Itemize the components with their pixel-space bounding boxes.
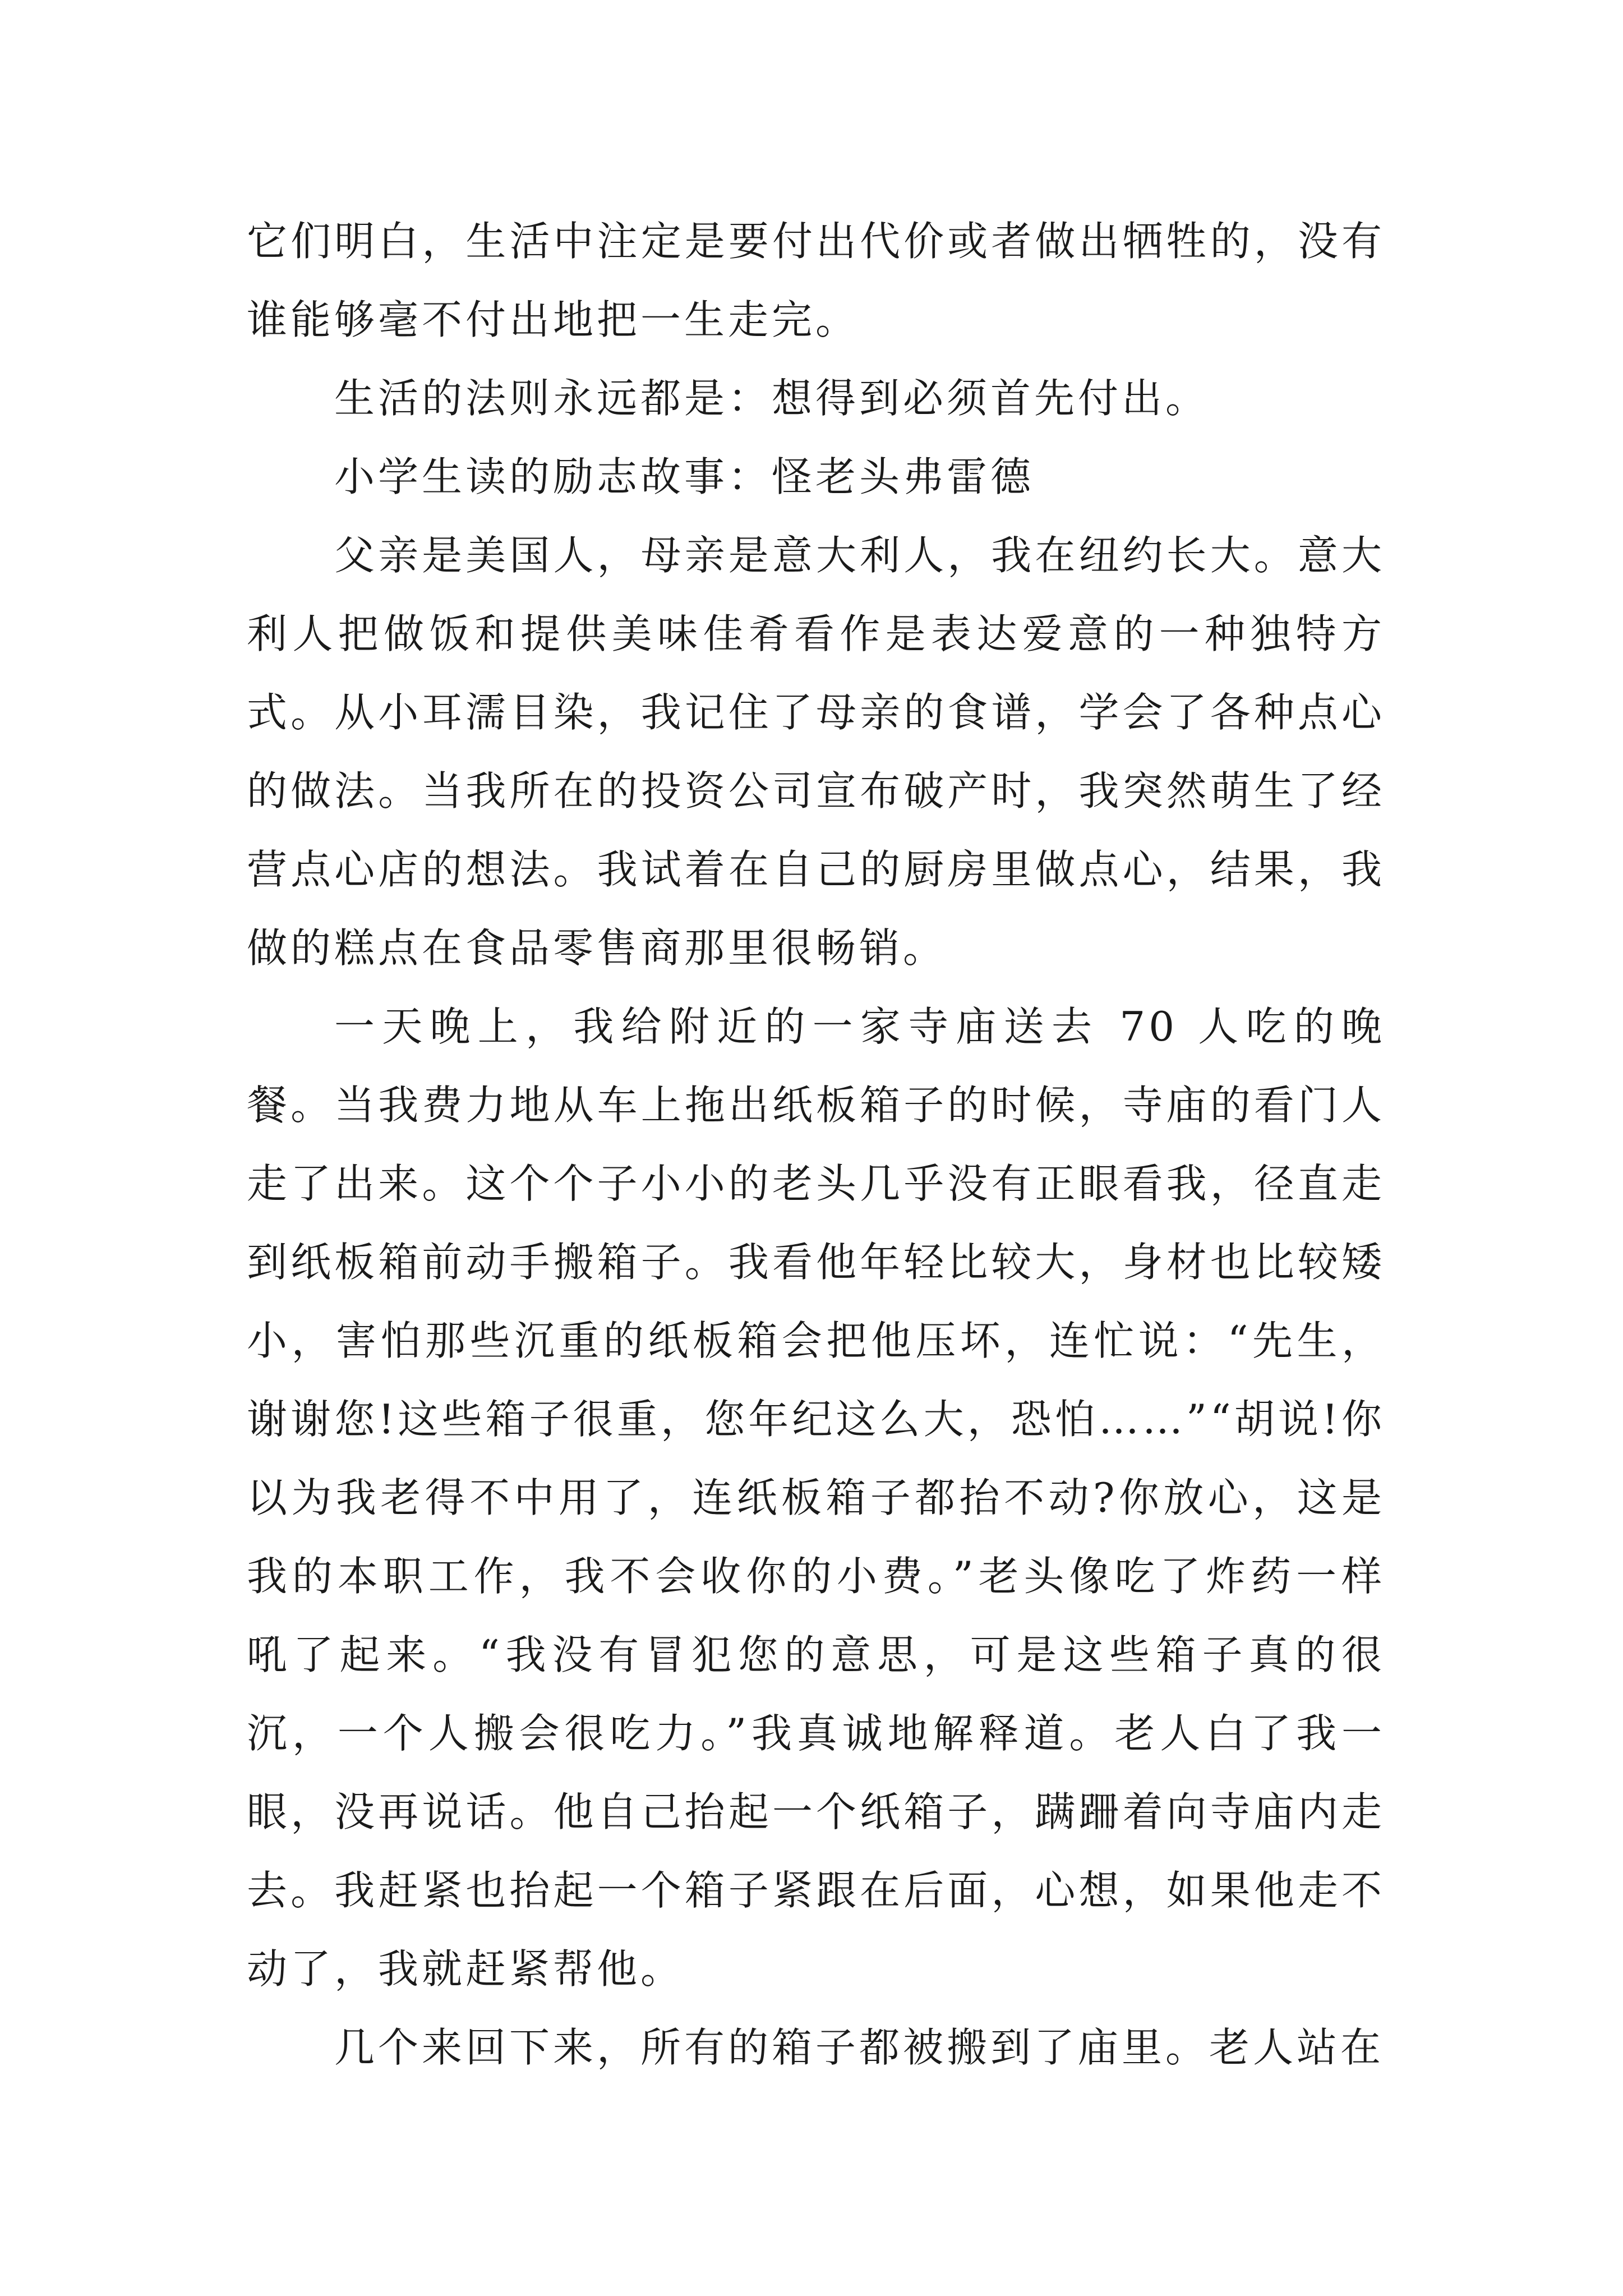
document-body xyxy=(247,202,1385,2087)
paragraph-1: 它们明白，生活中注定是要付出代价或者做出牺牲的，没有谁能够毫不付出地把一生走完。 xyxy=(247,218,1385,343)
story-title: 小学生读的励志故事：怪老头弗雷德 xyxy=(334,453,1035,500)
paragraph-4: 父亲是美国人，母亲是意大利人，我在纽约长大。意大利人把做饭和提供美味佳肴看作是表达爱意的一种独特方式。从小耳濡目染，我记住了母亲的食谱，学会了各种点心的做法。当我所在的投资公司宣布破产时，我突然萌生了经营点心店的想法。我试着在自己的厨房里做点心，结果，我做的糕点在食品零售商那里很畅销。 xyxy=(247,532,1385,972)
paragraph-2: 生活的法则永远都是：想得到必须首先付出。 xyxy=(334,375,1210,422)
paragraph-5: 一天晚上，我给附近的一家寺庙送去 70 人吃的晚餐。当我费力地从车上拖出纸板箱子的时候，寺庙的看门人走了出来。这个个子小小的老头几乎没有正眼看我，径直走到纸板箱前动手搬箱子。我看他年轻比较大，身材也比较矮小，害怕那些沉重的纸板箱会把他压坏，连忙说：“先生，谢谢您!这些箱子很重，您年纪这么大，恐怕……”“胡说!你以为我老得不中用了，连纸板箱子都抬不动?你放心，这是我的本职工作，我不会收你的小费。”老头像吃了炸药一样吼了起来。“我没有冒犯您的意思，可是这些箱子真的很沉，一个人搬会很吃力。”我真诚地解释道。老人白了我一眼，没再说话。他自己抬起一个纸箱子，蹒跚着向寺庙内走去。我赶紧也抬起一个箱子紧跟在后面，心想，如果他走不动了，我就赶紧帮他。 xyxy=(247,1003,1385,1993)
paragraph-6: 几个来回下来，所有的箱子都被搬到了庙里。老人站在 xyxy=(334,2024,1385,2071)
